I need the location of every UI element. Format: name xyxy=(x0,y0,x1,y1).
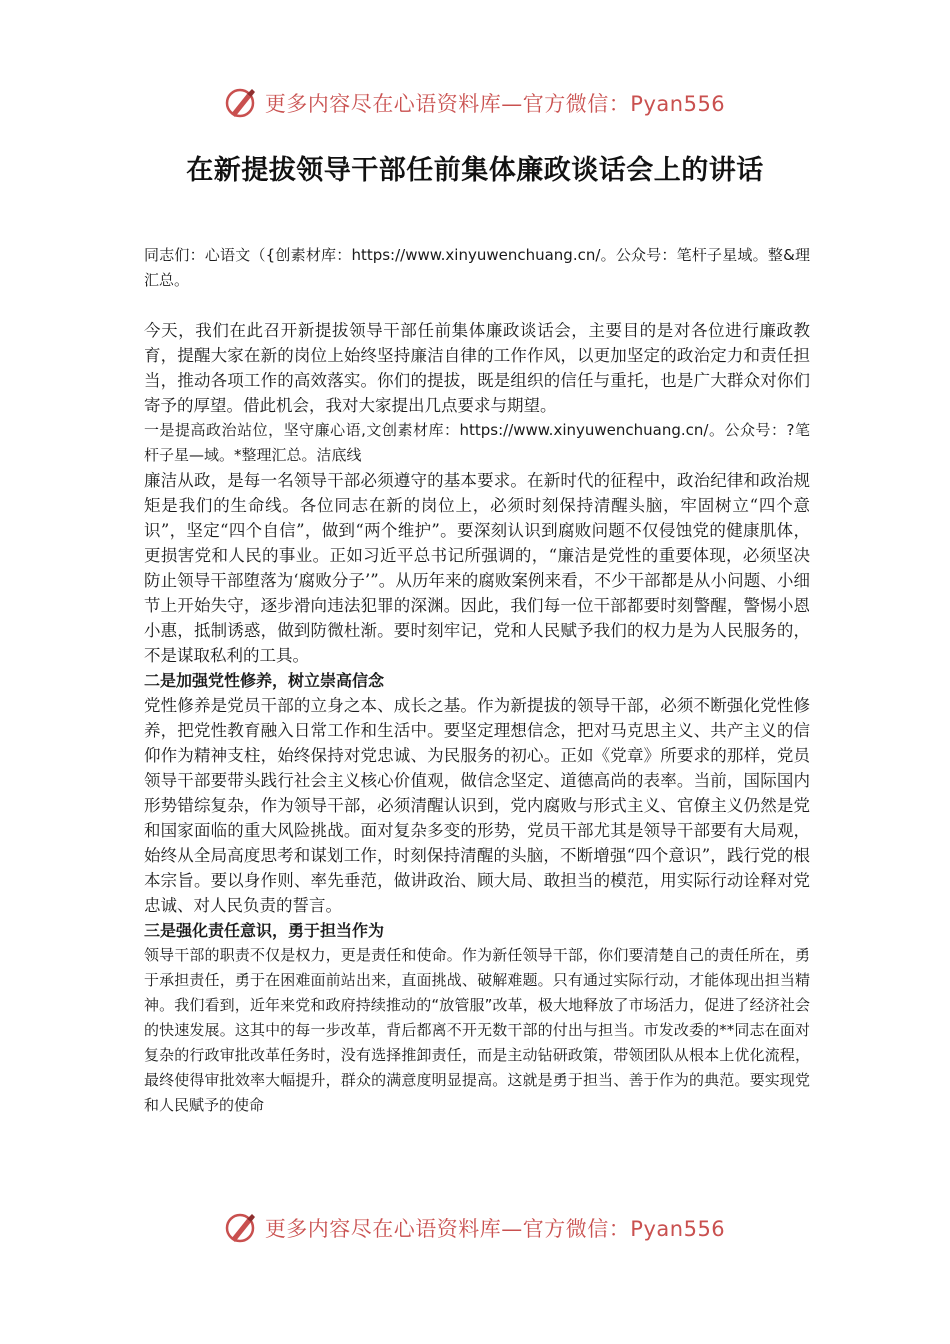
watermark-text: 更多内容尽在心语资料库—官方微信：Pyan556 xyxy=(264,1217,726,1241)
section-3-heading: 三是强化责任意识，勇于担当作为 xyxy=(144,921,385,940)
section-1-heading: 一是提高政治站位，坚守廉心语,文创素材库：https://www.xinyuwenchuang.cn/。公众号：?笔杆子星—域。*整理汇总。洁底线 xyxy=(144,421,810,464)
greeting-block xyxy=(144,243,810,293)
intro-paragraph: 今天，我们在此召开新提拔领导干部任前集体廉政谈话会，主要目的是对各位进行廉政教育，提醒大家在新的岗位上始终坚持廉洁自律的工作作风，以更加坚定的政治定力和责任担当，推动各项工作的高效落实。你们的提拔，既是组织的信任与重托，也是广大群众对你们寄予的厚望。借此机会，我对大家提出几点要求与期望。 xyxy=(144,321,810,415)
section-2-heading: 二是加强党性修养，树立崇高信念 xyxy=(144,671,385,690)
document-title: 在新提拔领导干部任前集体廉政谈话会上的讲话 xyxy=(186,155,764,186)
section-3-body: 领导干部的职责不仅是权力，更是责任和使命。作为新任领导干部，你们要清楚自己的责任所在，勇于承担责任，勇于在困难面前站出来，直面挑战、破解难题。只有通过实际行动，才能体现出担当精神。我们看到，近年来党和政府持续推动的“放管服”改革，极大地释放了市场活力，促进了经济社会的快速发展。这其中的每一步改革，背后都离不开无数干部的付出与担当。市发改委的**同志在面对复杂的行政审批改革任务时，没有选择推卸责任，而是主动钻研政策，带领团队从根本上优化流程，最终使得审批效率大幅提升，群众的满意度明显提高。这就是勇于担当、善于作为的典范。要实现党和人民赋予的使命 xyxy=(144,946,810,1114)
section-1-body: 廉洁从政，是每一名领导干部必须遵守的基本要求。在新时代的征程中，政治纪律和政治规矩是我们的生命线。各位同志在新的岗位上，必须时刻保持清醒头脑，牢固树立“四个意识”，坚定“四个自信”，做到“两个维护”。要深刻认识到腐败问题不仅侵蚀党的健康肌体，更损害党和人民的事业。正如习近平总书记所强调的，“廉洁是党性的重要体现，必须坚决防止领导干部堕落为‘腐败分子’”。从历年来的腐败案例来看，不少干部都是从小问题、小细节上开始失守，逐步滑向违法犯罪的深渊。因此，我们每一位干部都要时刻警醒，警惕小恩小惠，抵制诱惑，做到防微杜渐。要时刻牢记，党和人民赋予我们的权力是为人民服务的，不是谋取私利的工具。 xyxy=(144,471,810,665)
watermark-text: 更多内容尽在心语资料库—官方微信：Pyan556 xyxy=(264,92,726,116)
body-block xyxy=(144,318,810,1118)
pen-logo-icon xyxy=(225,1211,259,1245)
header-watermark-banner xyxy=(0,83,950,123)
footer-watermark-banner xyxy=(0,1208,950,1248)
greeting-paragraph: 同志们：心语文（{创素材库：https://www.xinyuwenchuang.cn/。公众号：笔杆子星域。整&理汇总。 xyxy=(144,246,810,289)
pen-logo-icon xyxy=(225,86,259,120)
section-2-body: 党性修养是党员干部的立身之本、成长之基。作为新提拔的领导干部，必须不断强化党性修养，把党性教育融入日常工作和生活中。要坚定理想信念，把对马克思主义、共产主义的信仰作为精神支柱，始终保持对党忠诚、为民服务的初心。正如《党章》所要求的那样，党员领导干部要带头践行社会主义核心价值观，做信念坚定、道德高尚的表率。当前，国际国内形势错综复杂，作为领导干部，必须清醒认识到，党内腐败与形式主义、官僚主义仍然是党和国家面临的重大风险挑战。面对复杂多变的形势，党员干部尤其是领导干部要有大局观，始终从全局高度思考和谋划工作，时刻保持清醒的头脑，不断增强“四个意识”，践行党的根本宗旨。要以身作则、率先垂范，做讲政治、顾大局、敢担当的模范，用实际行动诠释对党忠诚、对人民负责的誓言。 xyxy=(144,696,810,915)
